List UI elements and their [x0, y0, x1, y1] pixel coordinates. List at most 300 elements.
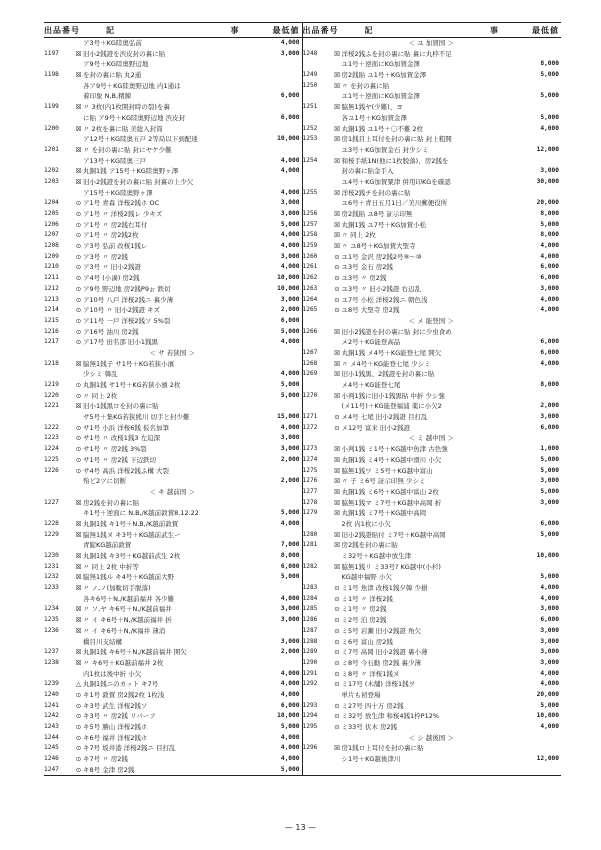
lot-type-icon: ☒	[75, 145, 82, 154]
lot-type-icon	[74, 637, 83, 648]
lot-min-value: 6,000	[280, 701, 300, 709]
lot-row	[44, 476, 302, 487]
lot-type-icon: ⊙	[75, 712, 82, 721]
lot-row	[44, 327, 302, 338]
lot-row	[44, 284, 302, 295]
lot-description: 旧小2銭證を渋皮封の裏に貼	[83, 49, 166, 58]
lot-row	[44, 145, 302, 156]
lot-min-value: 2,000	[280, 648, 300, 656]
lot-min-value: 10,000	[536, 712, 559, 720]
lot-type-icon: ☒	[334, 188, 340, 197]
lot-row	[303, 49, 562, 60]
lot-type-icon	[74, 412, 83, 423]
lot-number: 1260	[302, 252, 318, 260]
lot-number	[303, 38, 333, 49]
lot-row	[303, 669, 562, 680]
lot-min-value: 3,000	[540, 658, 559, 666]
lot-min-value: 6,000	[540, 274, 559, 282]
lot-description: 房2銭貼 ユ1号＋KG加賀金澤	[341, 71, 427, 80]
lot-description: 丸銅1銭ニのカット キ7号	[83, 680, 159, 689]
lot-number: 1208	[44, 242, 59, 250]
lot-min-value: 6,000	[280, 316, 300, 324]
lot-description: サ1号 〃 房2銭 下辺鉄切	[83, 455, 156, 464]
lot-description: 少シミ 韓乱	[83, 370, 118, 379]
lot-type-icon: ⊙	[334, 263, 340, 272]
lot-type-icon: ☒	[334, 242, 340, 251]
lot-description: ア1号 〃 洋桜2銭レ 少キズ	[83, 210, 163, 218]
lot-description: キ7号 〃 房2銭	[83, 755, 128, 764]
lot-type-icon: ⊙	[334, 594, 340, 603]
lot-row	[44, 647, 302, 658]
lot-number	[303, 177, 333, 188]
lot-number: 1206	[44, 220, 59, 228]
lot-min-value: 8,000	[540, 210, 559, 217]
lot-min-value: 5,000	[280, 220, 300, 228]
lot-row	[303, 572, 562, 583]
lot-row	[303, 637, 562, 648]
lot-description: 着印象 N,B,精錬	[83, 92, 132, 101]
lot-row	[44, 562, 302, 573]
lot-number: 1221	[44, 402, 59, 410]
lot-type-icon: ☒	[334, 359, 340, 368]
lot-type-icon: ☒	[75, 562, 82, 571]
lot-row	[44, 166, 302, 177]
lot-min-value: 4,000	[540, 723, 559, 730]
lot-number	[44, 540, 74, 551]
lot-row	[44, 423, 302, 434]
lot-row	[303, 177, 562, 188]
lot-row	[303, 134, 562, 145]
lot-min-value: 4,000	[540, 306, 559, 314]
lot-min-value	[521, 433, 561, 444]
lot-row	[44, 337, 302, 348]
lot-row	[303, 305, 562, 316]
lot-min-value	[262, 401, 302, 412]
lot-type-icon: ☒	[334, 487, 340, 496]
lot-description: 各キ6号＋N,/K越前福井 各少難	[83, 594, 175, 603]
lot-number: 1244	[44, 733, 59, 741]
lot-row	[303, 284, 562, 295]
lot-min-value: 3,000	[540, 648, 559, 656]
lot-type-icon: ☒	[334, 498, 340, 507]
lot-min-value: 4,000	[280, 39, 300, 46]
lot-row	[303, 295, 562, 306]
lot-row	[303, 273, 562, 284]
lot-number: 1229	[44, 530, 59, 538]
lot-type-icon: ⊙	[334, 648, 340, 657]
lot-row	[303, 722, 562, 733]
lot-type-icon: ☒	[334, 530, 340, 539]
lot-row	[44, 444, 302, 455]
lot-row	[44, 177, 302, 188]
right-rows	[303, 38, 562, 765]
lot-type-icon: ☒	[75, 530, 82, 539]
left-rows	[44, 38, 302, 775]
lot-min-value: 3,000	[540, 413, 559, 421]
lot-min-value: 7,000	[280, 541, 300, 549]
lot-description: ミ33号 伏木 房2銭	[341, 723, 398, 731]
lot-number: 1219	[44, 381, 59, 388]
lot-type-icon: ☒	[334, 541, 340, 550]
lot-min-value: 10,000	[277, 274, 300, 282]
lot-min-value	[262, 124, 302, 135]
lot-type-icon: ⊙	[334, 605, 340, 614]
lot-type-icon: ⊙	[75, 231, 82, 240]
lot-min-value: 4,000	[280, 594, 300, 602]
section-heading	[44, 348, 302, 359]
lot-description: メ2号＋KG能登高品	[341, 338, 401, 347]
header-lot-number: 出品番号	[302, 25, 339, 35]
lot-min-value	[521, 81, 561, 92]
lot-number: 1275	[302, 466, 318, 474]
lot-row	[44, 722, 302, 733]
lot-type-icon	[333, 59, 342, 70]
lot-min-value: 3,000	[280, 295, 300, 303]
lot-row	[44, 70, 302, 81]
lot-number: 1247	[44, 765, 59, 773]
lot-description: ア1号 〃 房2銭2枚	[83, 231, 139, 240]
lot-row	[44, 230, 302, 241]
lot-type-icon: ⊙	[75, 210, 82, 218]
lot-type-icon: ⊙	[75, 263, 82, 272]
lot-description: ミ1号 〃 洋桜2銭	[341, 594, 393, 603]
lot-description: ユ1号 金沢 房2銭2号⑨〜⑩	[341, 252, 422, 261]
lot-number	[303, 198, 333, 209]
lot-number: 1287	[302, 626, 318, 634]
lot-description: サ1号 小浜 洋桜6銭 仮名加筆	[83, 423, 169, 432]
lot-row	[303, 113, 562, 124]
lot-description: 単片も初登場	[341, 690, 381, 699]
lot-row	[44, 156, 302, 167]
lot-description: 旧小2銭證を封の裏に貼 封に少虫食め	[341, 327, 452, 336]
lot-type-icon	[74, 669, 83, 680]
page-number: — 13 —	[284, 823, 317, 832]
right-column	[302, 23, 562, 775]
lot-min-value: 4,000	[540, 669, 559, 677]
lot-description: 〃 3枚(内1枚開封時の裂)を裏	[83, 103, 170, 112]
lot-type-icon: ☒	[75, 552, 82, 560]
lot-description: 封の裏に貼金手入	[341, 167, 394, 176]
lot-number: 1216	[44, 327, 59, 335]
lot-number: 1218	[44, 359, 59, 367]
lot-type-icon: ☒	[334, 391, 340, 400]
lot-type-icon: ⊙	[75, 690, 82, 699]
lot-row	[303, 198, 562, 209]
lot-number: 1246	[44, 755, 59, 763]
lot-description: (メ11号)＋KG能登福浦 薬に小欠2	[341, 402, 442, 411]
lot-type-icon: ☒	[334, 477, 340, 486]
lot-number: 1282	[302, 562, 318, 570]
lot-type-icon	[74, 369, 83, 380]
lot-description: 〃 同上 2枚	[341, 231, 376, 240]
lot-type-icon	[74, 38, 83, 49]
lot-type-icon: ⊙	[334, 252, 340, 261]
lot-row	[44, 551, 302, 562]
lot-type-icon	[333, 754, 342, 765]
lot-min-value: 4,000	[280, 680, 300, 688]
lot-row	[44, 316, 302, 327]
lot-description: ア12号＋KG陸奥五戸 2等局以下到配達	[83, 135, 198, 144]
lot-row	[44, 124, 302, 135]
lot-min-value: 6,000	[540, 519, 559, 527]
lot-number	[303, 401, 333, 412]
lot-number: 1254	[302, 156, 318, 164]
lot-type-icon: ⊙	[334, 413, 340, 422]
lot-description: ア1号 青森 洋桜2銭ホ OC	[83, 199, 160, 208]
lot-description: 丸銅1銭 キ1号＋N,B,/K越前敦賀	[83, 519, 179, 528]
lot-type-icon	[333, 166, 342, 177]
lot-description: キ1号 敦賀 房2銭2枚 1枚浅	[83, 690, 165, 699]
lot-description: ミ8号 今石動 房2銭 裏少薄	[341, 658, 421, 667]
lot-row	[44, 198, 302, 209]
lot-type-icon: ⊙	[75, 316, 82, 325]
lot-min-value: 4,000	[280, 733, 300, 741]
lot-description: ア13号＋KG陸奥三戸	[83, 156, 147, 165]
lot-description: ミ6号 富山 房2銭	[341, 637, 393, 646]
lot-description: 丸銅1銭 ミ7号＋KG越中高岡	[341, 509, 427, 518]
lot-number: 1198	[44, 71, 59, 79]
lot-row	[44, 49, 302, 60]
lot-description: 各ア9号＋KG陸奥野辺地 内1通は	[83, 81, 181, 90]
lot-type-icon: ⊙	[75, 242, 82, 251]
lot-description: ア9号＋KG陸奥野辺地	[83, 60, 149, 69]
left-column	[44, 23, 302, 775]
lot-description: 房1銭ロ上耳付を封の裏に貼	[341, 744, 424, 753]
lot-number	[303, 519, 333, 530]
lot-type-icon: ⊙	[75, 274, 82, 283]
lot-description: キ1号＋逆面に N,B,/K越前敦賀8.12.22	[83, 509, 199, 518]
lot-number: 1233	[44, 584, 59, 592]
lot-min-value: 3,000	[540, 637, 559, 645]
lot-number: 1241	[44, 701, 59, 709]
lot-row	[303, 615, 562, 626]
lot-min-value: 8,000	[540, 60, 559, 68]
lot-type-icon: ☒	[334, 81, 340, 90]
lot-number: 1266	[302, 327, 318, 335]
lot-type-icon: ⊙	[75, 733, 82, 742]
lot-min-value: 4,000	[540, 295, 559, 303]
lot-type-icon: ☒	[334, 445, 340, 454]
lot-type-icon: ☒	[334, 49, 340, 58]
lot-row	[44, 658, 302, 669]
lot-row	[303, 530, 562, 541]
lot-description: ア4号 (小湊) 房2銭	[83, 274, 140, 283]
auction-catalog-page	[44, 22, 561, 776]
lot-type-icon	[333, 316, 342, 327]
lot-number: 1263	[302, 284, 318, 292]
lot-description: 丸銅1銭 ユ7号＋KG加賀小松	[341, 220, 427, 229]
lot-row	[44, 583, 302, 594]
lot-min-value: 5,000	[280, 573, 300, 581]
lot-number: 1268	[302, 359, 318, 367]
lot-type-icon: ☒	[334, 135, 340, 144]
lot-type-icon: ⊙	[75, 423, 82, 432]
lot-type-icon: ☒	[334, 220, 340, 229]
lot-number: 1265	[302, 306, 318, 314]
header-min-value: 最低値	[272, 25, 300, 35]
lot-number	[303, 433, 333, 444]
lot-description: ア17号 田名部 旧小1銭黒	[83, 338, 159, 347]
lot-description: ア3号 〃 旧小2銭證	[83, 263, 141, 272]
lot-number: 1261	[302, 263, 318, 271]
section-heading	[44, 487, 302, 498]
lot-type-icon: ⊙	[75, 434, 82, 443]
section-heading	[303, 433, 562, 444]
lot-min-value: 4,000	[280, 188, 300, 196]
lot-type-icon: ⊙	[334, 423, 340, 432]
lot-type-icon: ☒	[334, 466, 340, 475]
lot-min-value	[262, 348, 302, 359]
lot-description: 〃 ソ,ヤ キ6号＋N,/K越前福井	[83, 605, 172, 614]
lot-number: 1274	[302, 455, 318, 463]
lot-row	[303, 658, 562, 669]
lot-type-icon: ☒	[75, 626, 82, 635]
lot-description: ミ7号 高岡 旧小2銭證 裏小薄	[341, 648, 428, 657]
lot-row	[44, 754, 302, 765]
lot-number: 1257	[302, 220, 318, 228]
lot-min-value: 5,000	[540, 701, 559, 709]
lot-type-icon	[74, 487, 83, 498]
lot-row	[303, 81, 562, 92]
lot-min-value: 3,000	[280, 210, 300, 217]
lot-number	[44, 487, 74, 498]
lot-type-icon	[333, 113, 342, 124]
lot-row	[303, 754, 562, 765]
lot-description: ミ27号 四十万 房2銭	[341, 701, 404, 710]
lot-number	[44, 637, 74, 648]
lot-min-value: 4,000	[540, 594, 559, 602]
lot-type-icon: ☒	[334, 455, 340, 464]
lot-min-value	[262, 658, 302, 669]
lot-min-value: 15,000	[277, 413, 300, 421]
lot-description: ミ1号 魚津 改桜1銭夕韓 少損	[341, 584, 428, 593]
lot-number	[303, 166, 333, 177]
lot-number: 1239	[44, 680, 59, 688]
lot-min-value: 6,000	[280, 113, 300, 121]
lot-min-value: 4,000	[280, 669, 300, 677]
lot-number: 1227	[44, 498, 59, 506]
lot-type-icon	[74, 540, 83, 551]
lot-description: ユ3号 〃 旧小2銭證 右辺乱	[341, 284, 421, 293]
lot-min-value	[262, 498, 302, 509]
lot-min-value: 4,000	[280, 242, 300, 250]
lot-number	[44, 188, 74, 199]
lot-description: 殆ど2ツに切断	[83, 477, 127, 486]
lot-number: 1235	[44, 616, 59, 624]
lot-min-value: 1,000	[540, 445, 559, 453]
lot-min-value: 12,000	[536, 755, 559, 763]
lot-row	[44, 380, 302, 391]
lot-number: 1256	[302, 210, 318, 217]
lot-number: 1210	[44, 263, 59, 271]
lot-description: 各ユ1号＋KG加賀金澤	[341, 113, 407, 122]
lot-row	[303, 369, 562, 380]
lot-type-icon	[333, 433, 342, 444]
lot-min-value: 4,000	[280, 370, 300, 378]
lot-description: ユ1号＋逆面にKG加賀金澤	[341, 92, 420, 101]
lot-row	[303, 209, 562, 220]
lot-number: 1234	[44, 605, 59, 613]
lot-row	[303, 241, 562, 252]
lot-type-icon: ☒	[75, 71, 82, 80]
lot-type-icon	[74, 476, 83, 487]
lot-row	[303, 466, 562, 477]
lot-number: 1252	[302, 124, 318, 132]
lot-row	[303, 551, 562, 562]
lot-number: 1213	[44, 295, 59, 303]
lot-number: 1259	[302, 242, 318, 250]
lot-min-value	[521, 369, 561, 380]
lot-type-icon: ⊙	[75, 455, 82, 464]
lot-min-value: 10,000	[277, 284, 300, 292]
lot-row	[44, 604, 302, 615]
lot-number: 1253	[302, 135, 318, 143]
lot-min-value: 8,000	[280, 552, 300, 559]
lot-description: 丸銅1銭 キ3号＋KG越前武生 2枚	[83, 552, 181, 560]
lot-min-value: 4,000	[540, 584, 559, 592]
lot-description: キ3号 〃 房2銭 リバーフ	[83, 712, 156, 721]
lot-min-value: 4,000	[280, 263, 300, 271]
lot-description: ア3号 弘前 改桜1銭レ	[83, 242, 148, 251]
lot-type-icon: ⊙	[334, 723, 340, 731]
lot-description: ＜ シ 越後国 ＞	[408, 733, 454, 742]
lot-min-value	[521, 102, 561, 113]
lot-min-value: 4,000	[280, 690, 300, 698]
lot-min-value	[521, 540, 561, 551]
lot-row	[44, 220, 302, 231]
lot-min-value	[262, 145, 302, 156]
lot-min-value	[262, 626, 302, 637]
lot-description: 橋目川支結構	[83, 637, 122, 646]
lot-min-value: 3,000	[540, 605, 559, 613]
lot-number: 1255	[302, 188, 318, 196]
lot-description: ミ32号 放生津 和桜4銭1枠P12%	[341, 712, 440, 721]
lot-number: 1212	[44, 284, 59, 292]
lot-type-icon: ⊙	[75, 755, 82, 764]
lot-row	[303, 359, 562, 370]
lot-description: ア16号 油川 房2銭	[83, 327, 139, 336]
lot-number: 1296	[302, 744, 318, 752]
lot-type-icon	[333, 177, 342, 188]
lot-min-value: 5,000	[540, 92, 559, 100]
lot-min-value: 5,000	[540, 220, 559, 228]
lot-type-icon: ⊙	[75, 338, 82, 347]
lot-description: メ4号 七尾 旧小2銭證 目打乱	[341, 413, 428, 422]
lot-description: キ6号 福井 洋桜2銭ホ	[83, 733, 148, 742]
lot-description: KG越中福野 小欠	[341, 573, 392, 582]
lot-description: シ1号＋KG越後津川	[341, 755, 401, 764]
lot-min-value: 3,000	[540, 167, 559, 175]
lot-min-value	[521, 316, 561, 327]
lot-min-value: 3,000	[540, 498, 559, 506]
lot-number: 1243	[44, 723, 59, 730]
lot-description: 丸銅1銭 サ1号＋KG若狭小濱 2枚	[83, 381, 181, 389]
lot-min-value: 5,000	[540, 466, 559, 474]
lot-number: 1279	[302, 509, 318, 517]
lot-description: ＜ サ 若狭国 ＞	[149, 348, 195, 357]
lot-number: 1228	[44, 519, 59, 527]
lot-description: 〃 を封の裏に貼	[341, 81, 390, 90]
lot-row	[303, 337, 562, 348]
lot-description: 〃 2枚を裏に貼 美総入封筒	[83, 124, 163, 133]
lot-description: ア1号 〃 房2銭右耳付	[83, 220, 148, 229]
lot-min-value: 10,000	[536, 552, 559, 559]
lot-min-value: 3,000	[280, 49, 300, 57]
lot-min-value: 5,000	[280, 381, 300, 388]
lot-type-icon	[74, 134, 83, 145]
lot-row	[303, 124, 562, 135]
lot-min-value	[262, 59, 302, 70]
